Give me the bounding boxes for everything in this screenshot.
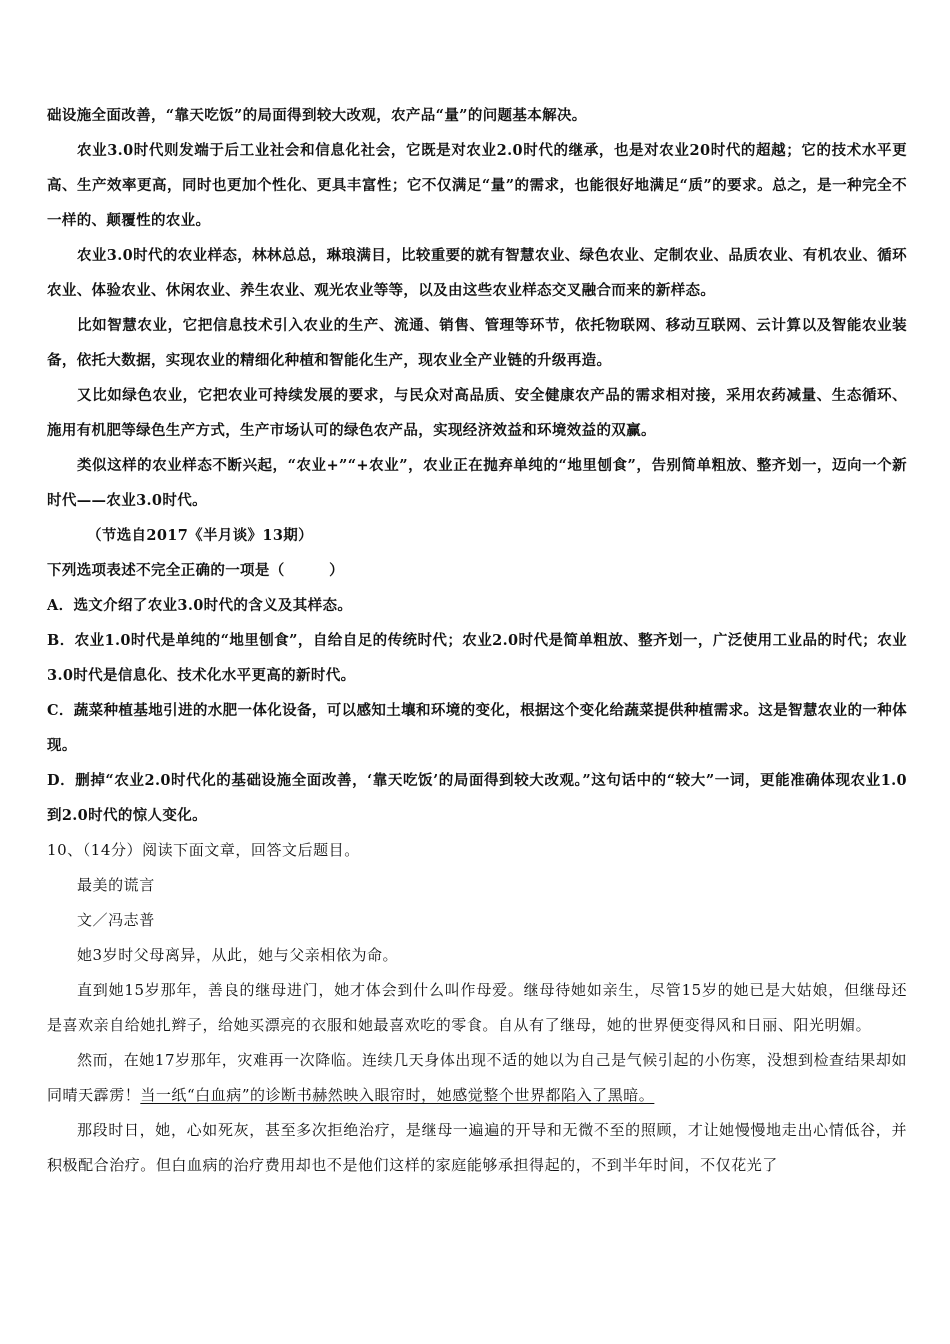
story-paragraph xyxy=(47,1043,907,1113)
story-paragraph: 她3岁时父母离异，从此，她与父亲相依为命。 xyxy=(77,946,399,964)
answer-option-c: C．蔬菜种植基地引进的水肥一体化设备，可以感知土壤和环境的变化，根据这个变化给蔬菜提供种植需求。这是智慧农业的一种体现。 xyxy=(47,702,907,754)
article-paragraph: 础设施全面改善，“靠天吃饭”的局面得到较大改观，农产品“量”的问题基本解决。 xyxy=(47,107,587,124)
answer-option-d: D．删掉“农业2.0时代化的基础设施全面改善，‘靠天吃饭’的局面得到较大改观。”这句话中的“较大”一词，更能准确体现农业1.0到2.0时代的惊人变化。 xyxy=(47,772,907,824)
article-source: （节选自2017《半月谈》13期） xyxy=(87,527,313,544)
article-paragraph: 比如智慧农业，它把信息技术引入农业的生产、流通、销售、管理等环节，依托物联网、移动互联网、云计算以及智能农业装备，依托大数据，实现农业的精细化种植和智能化生产，现农业全产业链的升级再造。 xyxy=(47,317,907,369)
story-text: 然而，在她17岁那年，灾难再一次降临。连续几天身体出现不适的她以为自己是气候引起的小伤寒，没想到检查结果却如同晴天霹雳！ xyxy=(47,1051,907,1104)
article-paragraph: 又比如绿色农业，它把农业可持续发展的要求，与民众对高品质、安全健康农产品的需求相对接，采用农药减量、生态循环、施用有机肥等绿色生产方式，生产市场认可的绿色农产品，实现经济效益和环境效益的双赢。 xyxy=(47,387,907,439)
story-paragraph: 那段时日，她，心如死灰，甚至多次拒绝治疗，是继母一遍遍的开导和无微不至的照顾，才让她慢慢地走出心情低谷，并积极配合治疗。但白血病的治疗费用却也不是他们这样的家庭能够承担得起的，不到半年时间，不仅花光了 xyxy=(47,1121,907,1174)
answer-option-a: A．选文介绍了农业3.0时代的含义及其样态。 xyxy=(47,597,353,614)
article-paragraph: 类似这样的农业样态不断兴起，“农业+”“+农业”，农业正在抛弃单纯的“地里刨食”，告别简单粗放、整齐划一，迈向一个新时代——农业3.0时代。 xyxy=(47,457,907,509)
question-stem: 10、（14分）阅读下面文章，回答文后题目。 xyxy=(47,841,360,859)
story-title: 最美的谎言 xyxy=(77,876,155,894)
answer-option-b: B．农业1.0时代是单纯的“地里刨食”，自给自足的传统时代；农业2.0时代是简单粗放、整齐划一，广泛使用工业品的时代；农业3.0时代是信息化、技术化水平更高的新时代。 xyxy=(47,632,907,684)
story-paragraph: 直到她15岁那年，善良的继母进门，她才体会到什么叫作母爱。继母待她如亲生，尽管15岁的她已是大姑娘，但继母还是喜欢亲自给她扎辫子，给她买漂亮的衣服和她最喜欢吃的零食。自从有了继母，她的世界便变得风和日丽、阳光明媚。 xyxy=(47,981,907,1034)
question-stem: 下列选项表述不完全正确的一项是（ ） xyxy=(47,562,344,579)
article-paragraph: 农业3.0时代的农业样态，林林总总，琳琅满目，比较重要的就有智慧农业、绿色农业、定制农业、品质农业、有机农业、循环农业、体验农业、休闲农业、养生农业、观光农业等等，以及由这些农业样态交叉融合而来的新样态。 xyxy=(47,247,907,299)
document-body xyxy=(47,98,907,1183)
underlined-sentence: 当一纸“白血病”的诊断书赫然映入眼帘时，她感觉整个世界都陷入了黑暗。 xyxy=(140,1086,655,1104)
story-author: 文／冯志普 xyxy=(77,911,155,929)
article-paragraph: 农业3.0时代则发端于后工业社会和信息化社会，它既是对农业2.0时代的继承，也是对农业20时代的超越；它的技术水平更高、生产效率更高，同时也更加个性化、更具丰富性；它不仅满足“量”的需求，也能很好地满足“质”的要求。总之，是一种完全不一样的、颠覆性的农业。 xyxy=(47,142,907,229)
